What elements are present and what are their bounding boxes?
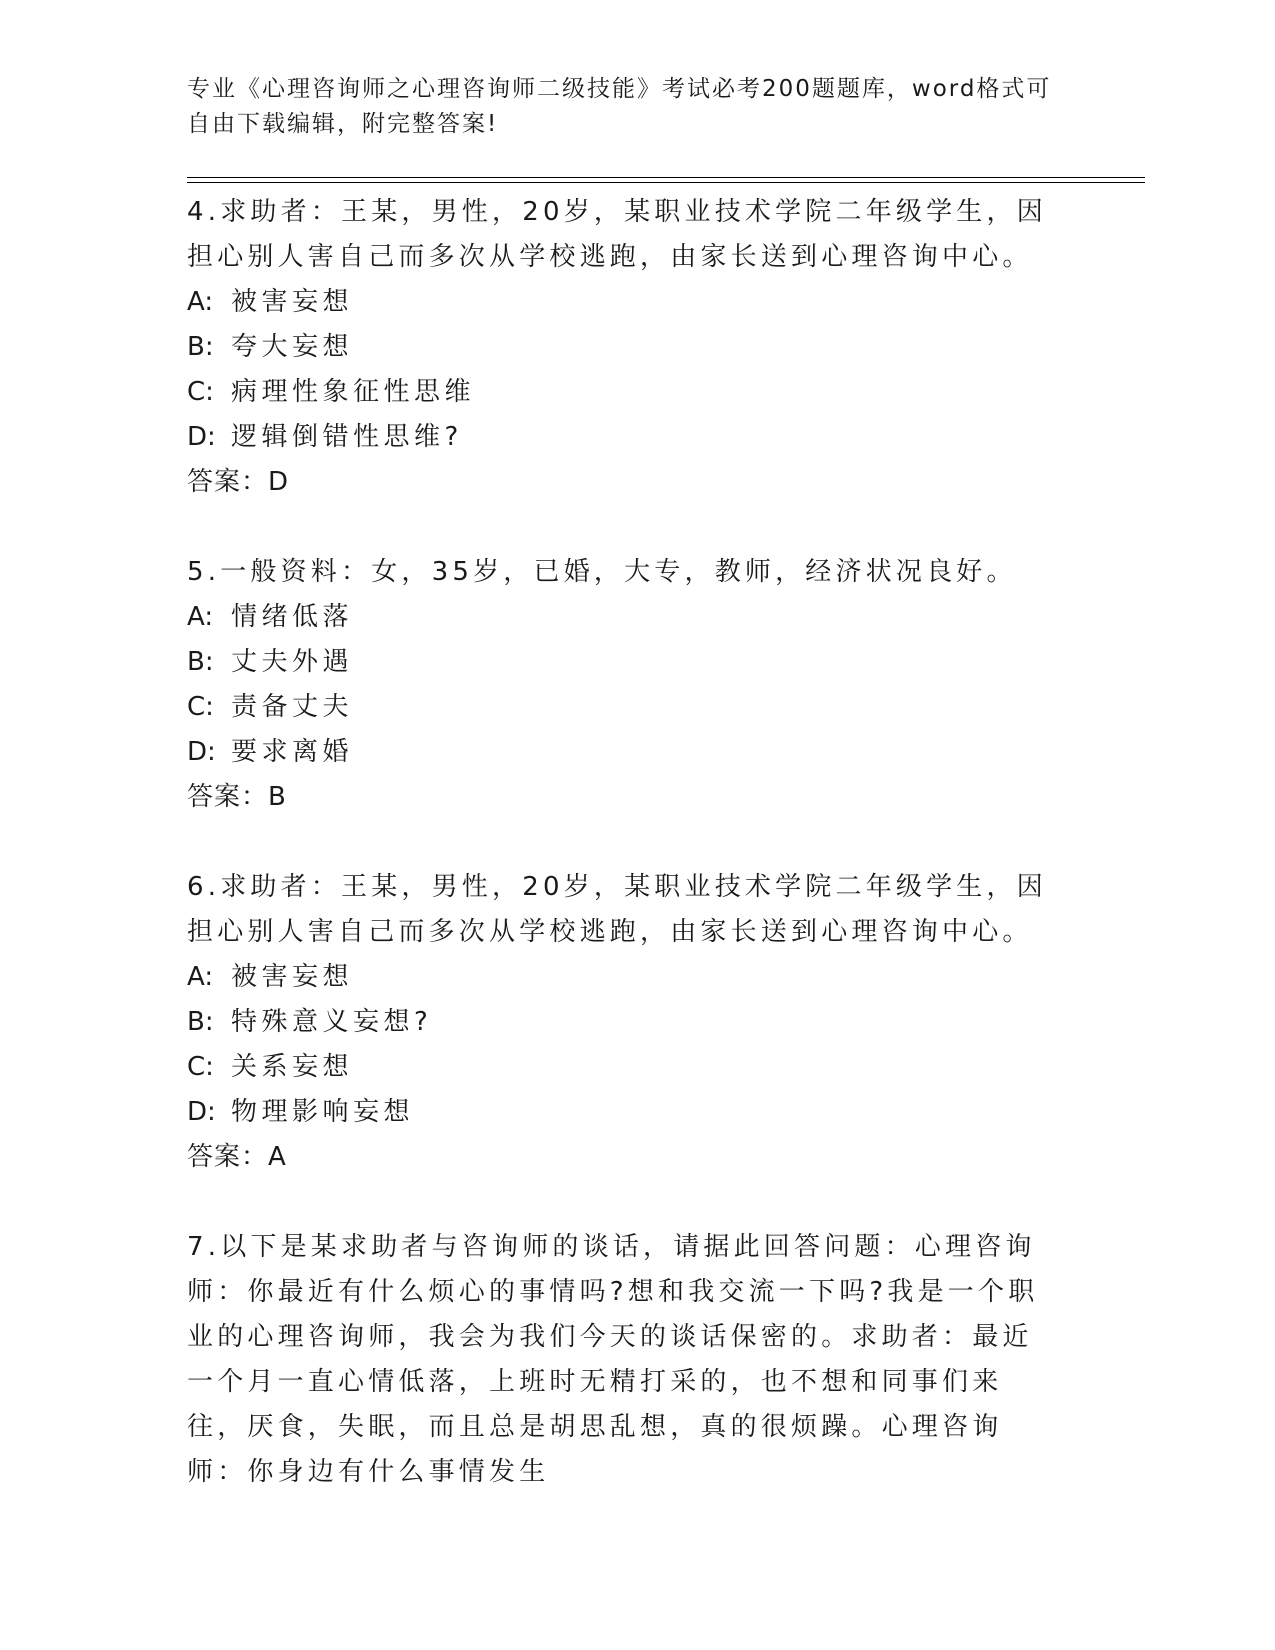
option-a bbox=[187, 280, 1057, 325]
question-item bbox=[187, 550, 1057, 820]
option-key: D: bbox=[187, 422, 216, 452]
option-c bbox=[187, 1045, 1057, 1090]
answer-line bbox=[187, 1135, 1057, 1180]
option-key: A: bbox=[187, 287, 214, 317]
option-text: 丈夫外遇 bbox=[231, 647, 354, 677]
option-text: 情绪低落 bbox=[231, 602, 354, 632]
option-text: 被害妄想 bbox=[231, 962, 354, 992]
option-key: B: bbox=[187, 647, 214, 677]
question-item bbox=[187, 190, 1057, 505]
option-text: 病理性象征性思维 bbox=[231, 377, 476, 407]
option-key: C: bbox=[187, 692, 214, 722]
option-c bbox=[187, 370, 1057, 415]
answer-label: 答案： bbox=[187, 1142, 269, 1172]
option-text: 夸大妄想 bbox=[231, 332, 354, 362]
answer-label: 答案： bbox=[187, 782, 269, 812]
answer-line bbox=[187, 460, 1057, 505]
option-text: 关系妄想 bbox=[231, 1052, 354, 1082]
option-c bbox=[187, 685, 1057, 730]
option-key: C: bbox=[187, 377, 214, 407]
question-stem: 6.求助者：王某，男性，20岁，某职业技术学院二年级学生，因担心别人害自己而多次从学校逃跑，由家长送到心理咨询中心。 bbox=[187, 872, 1047, 947]
option-text: 逻辑倒错性思维? bbox=[231, 422, 463, 452]
question-list bbox=[187, 190, 1057, 1540]
header-divider-bottom bbox=[187, 182, 1145, 183]
option-text: 责备丈夫 bbox=[231, 692, 354, 722]
question-stem: 4.求助者：王某，男性，20岁，某职业技术学院二年级学生，因担心别人害自己而多次从学校逃跑，由家长送到心理咨询中心。 bbox=[187, 197, 1047, 272]
answer-value: A bbox=[268, 1142, 287, 1172]
option-key: A: bbox=[187, 962, 214, 992]
option-text: 被害妄想 bbox=[231, 287, 354, 317]
answer-label: 答案： bbox=[187, 467, 269, 497]
question-item bbox=[187, 865, 1057, 1180]
option-key: B: bbox=[187, 1007, 214, 1037]
option-b bbox=[187, 1000, 1057, 1045]
question-item bbox=[187, 1225, 1057, 1495]
question-stem: 5.一般资料：女，35岁，已婚，大专，教师，经济状况良好。 bbox=[187, 557, 1017, 587]
option-text: 要求离婚 bbox=[231, 737, 354, 767]
option-text: 特殊意义妄想? bbox=[231, 1007, 433, 1037]
option-key: B: bbox=[187, 332, 214, 362]
document-header: 专业《心理咨询师之心理咨询师二级技能》考试必考200题题库，word格式可自由下载编辑，附完整答案! bbox=[187, 76, 1052, 137]
option-a bbox=[187, 955, 1057, 1000]
answer-line bbox=[187, 775, 1057, 820]
answer-value: D bbox=[268, 467, 290, 497]
option-b bbox=[187, 325, 1057, 370]
option-d bbox=[187, 730, 1057, 775]
header-divider-top bbox=[187, 177, 1145, 178]
option-b bbox=[187, 640, 1057, 685]
option-d bbox=[187, 1090, 1057, 1135]
option-key: D: bbox=[187, 1097, 216, 1127]
option-a bbox=[187, 595, 1057, 640]
option-text: 物理影响妄想 bbox=[231, 1097, 415, 1127]
option-key: D: bbox=[187, 737, 216, 767]
option-d bbox=[187, 415, 1057, 460]
answer-value: B bbox=[268, 782, 287, 812]
question-stem: 7.以下是某求助者与咨询师的谈话，请据此回答问题：心理咨询师：你最近有什么烦心的事情吗?想和我交流一下吗?我是一个职业的心理咨询师，我会为我们今天的谈话保密的。求助者：最近一个月一直心情低落，上班时无精打采的，也不想和同事们来往，厌食，失眠，而且总是胡思乱想，真的很烦躁。心理咨询师：你身边有什么事情发生 bbox=[187, 1232, 1039, 1487]
option-key: A: bbox=[187, 602, 214, 632]
option-key: C: bbox=[187, 1052, 214, 1082]
